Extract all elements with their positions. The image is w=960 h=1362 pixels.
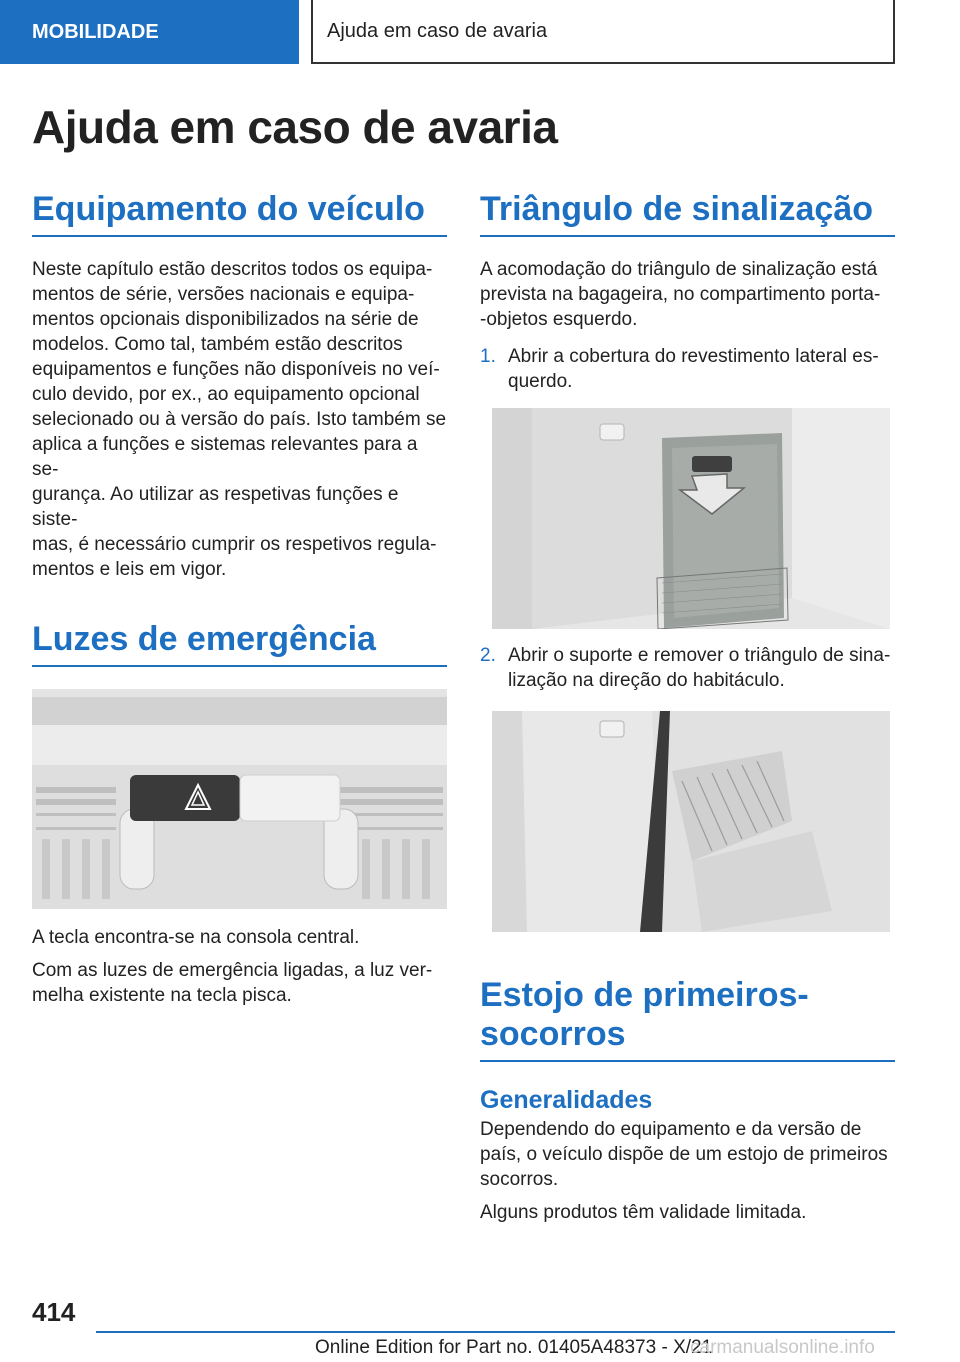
right-column: [480, 190, 895, 1225]
hazard-button-illustration: [32, 689, 447, 909]
page-number: 414: [32, 1297, 76, 1327]
general-text: Dependendo do equipamento e da versão de país, o veículo dispõe de um estojo de primeiros socorros.: [480, 1119, 888, 1191]
step-1-number: 1.: [480, 346, 496, 368]
step-2: [480, 643, 895, 693]
hazard-lights-heading: Luzes de emergência: [32, 620, 447, 667]
side-trim-cover-illustration: [492, 408, 890, 629]
chapter-header-label: Ajuda em caso de avaria: [327, 19, 548, 42]
chapter-header: [311, 0, 895, 64]
hazard-flashing-text: Com as luzes de emergência ligadas, a luz ver- melha existente na tecla pisca.: [32, 960, 433, 1007]
warning-triangle-heading: Triângulo de sinalização: [480, 190, 895, 237]
footer-divider: [96, 1331, 895, 1333]
step-2-text: Abrir o suporte e remover o triângulo de sina- lização na direção do habitáculo.: [508, 645, 891, 692]
vehicle-equipment-heading: Equipamento do veículo: [32, 190, 447, 237]
general-heading: Generalidades: [480, 1086, 653, 1115]
chapter-tab: [0, 0, 299, 64]
first-aid-kit-heading: Estojo de primeiros- socorros: [480, 976, 895, 1062]
step-2-number: 2.: [480, 645, 496, 667]
triangle-removal-illustration: [492, 711, 890, 932]
warning-triangle-text: A acomodação do triângulo de sinalização está prevista na bagageira, no compartimento porta- -objetos esquerdo.: [480, 259, 881, 331]
page-title: Ajuda em caso de avaria: [32, 101, 558, 153]
hazard-location-text: A tecla encontra-se na consola central.: [32, 927, 360, 949]
step-1-text: Abrir a cobertura do revestimento lateral es- querdo.: [508, 346, 879, 393]
step-1: [480, 344, 895, 394]
edition-text: Online Edition for Part no. 01405A48373 - X/21: [315, 1337, 713, 1358]
watermark: carmanualsonline.info: [690, 1337, 875, 1358]
chapter-tab-label: MOBILIDADE: [32, 20, 159, 43]
validity-note: Alguns produtos têm validade limitada.: [480, 1202, 807, 1224]
vehicle-equipment-text: Neste capítulo estão descritos todos os equipa- mentos de série, versões nacionais e equipa- mentos opcionais disponibilizados na série de modelos. Como tal, também estão descritos equipamentos e funções não disponíveis no veí- culo devido, por ex., ao equipamento opcional selecionado ou à versão do país. Isto também se aplica a funções e sistemas relevantes para a se- gurança. Ao utilizar as respetivas funções e siste- mas, é necessário cumprir os respetivos regula- mentos e leis em vigor.: [32, 259, 447, 581]
left-column: [32, 190, 447, 1008]
